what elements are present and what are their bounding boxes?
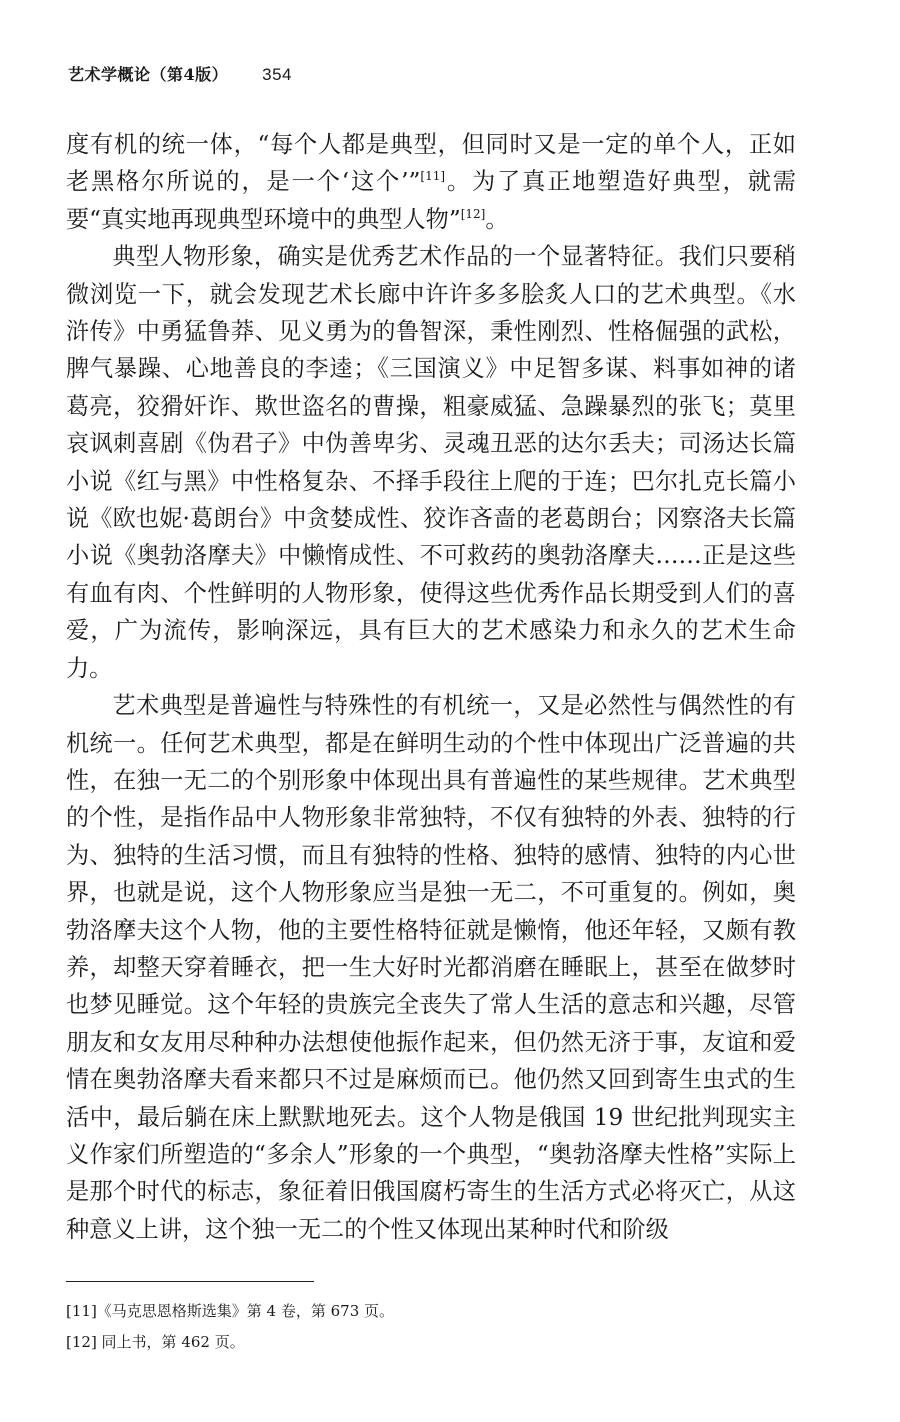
body-text bbox=[66, 126, 796, 1248]
paragraph-3: 艺术典型是普遍性与特殊性的有机统一，又是必然性与偶然性的有机统一。任何艺术典型，都是在鲜明生动的个性中体现出广泛普遍的共性，在独一无二的个别形象中体现出具有普遍性的某些规律。艺术典型的个性，是指作品中人物形象非常独特，不仅有独特的外表、独特的行为、独特的生活习惯，而且有独特的性格、独特的感情、独特的内心世界，也就是说，这个人物形象应当是独一无二，不可重复的。例如，奥勃洛摩夫这个人物，他的主要性格特征就是懒惰，他还年轻，又颇有教养，却整天穿着睡衣，把一生大好时光都消磨在睡眠上，甚至在做梦时也梦见睡觉。这个年轻的贵族完全丧失了常人生活的意志和兴趣，尽管朋友和女友用尽种种办法想使他振作起来，但仍然无济于事，友谊和爱情在奥勃洛摩夫看来都只不过是麻烦而已。他仍然又回到寄生虫式的生活中，最后躺在床上默默地死去。这个人物是俄国 19 世纪批判现实主义作家们所塑造的“多余人”形象的一个典型，“奥勃洛摩夫性格”实际上是那个时代的标志，象征着旧俄国腐朽寄生的生活方式必将灭亡，从这种意义上讲，这个独一无二的个性又体现出某种时代和阶级 bbox=[66, 692, 796, 1243]
footnote-ref-11[interactable]: [11] bbox=[420, 169, 446, 184]
paragraph-text: 度有机的统一体，“每个人都是典型，但同时又是一定的单个人，正如老黑格尔所说的，是一个‘这个’” bbox=[66, 131, 796, 196]
footnote-divider bbox=[66, 1281, 314, 1282]
paragraph-text: 。 bbox=[485, 205, 509, 233]
paragraph-text: 。为了真正地塑造好典型，就需要“真实地再现典型环境中的典型人物” bbox=[66, 168, 796, 233]
paragraph-1 bbox=[66, 126, 796, 238]
footnote-11: [11]《马克思恩格斯选集》第 4 卷，第 673 页。 bbox=[66, 1302, 395, 1320]
page-number: 354 bbox=[262, 65, 293, 84]
paragraph-2: 典型人物形象，确实是优秀艺术作品的一个显著特征。我们只要稍微浏览一下，就会发现艺术长廊中许许多多脍炙人口的艺术典型。《水浒传》中勇猛鲁莽、见义勇为的鲁智深，秉性刚烈、性格倔强的武松，脾气暴躁、心地善良的李逵；《三国演义》中足智多谋、料事如神的诸葛亮，狡猾奸诈、欺世盗名的曹操，粗豪威猛、急躁暴烈的张飞；莫里哀讽刺喜剧《伪君子》中伪善卑劣、灵魂丑恶的达尔丢夫；司汤达长篇小说《红与黑》中性格复杂、不择手段往上爬的于连；巴尔扎克长篇小说《欧也妮·葛朗台》中贪婪成性、狡诈吝啬的老葛朗台；冈察洛夫长篇小说《奥勃洛摩夫》中懒惰成性、不可救药的奥勃洛摩夫……正是这些有血有肉、个性鲜明的人物形象，使得这些优秀作品长期受到人们的喜爱，广为流传，影响深远，具有巨大的艺术感染力和永久的艺术生命力。 bbox=[66, 243, 796, 682]
running-head bbox=[68, 62, 292, 85]
footnote-ref-12[interactable]: [12] bbox=[460, 206, 486, 221]
footnote-12: [12] 同上书，第 462 页。 bbox=[66, 1333, 245, 1351]
book-title: 艺术学概论（第4版） bbox=[68, 65, 229, 84]
footnotes bbox=[66, 1296, 394, 1358]
